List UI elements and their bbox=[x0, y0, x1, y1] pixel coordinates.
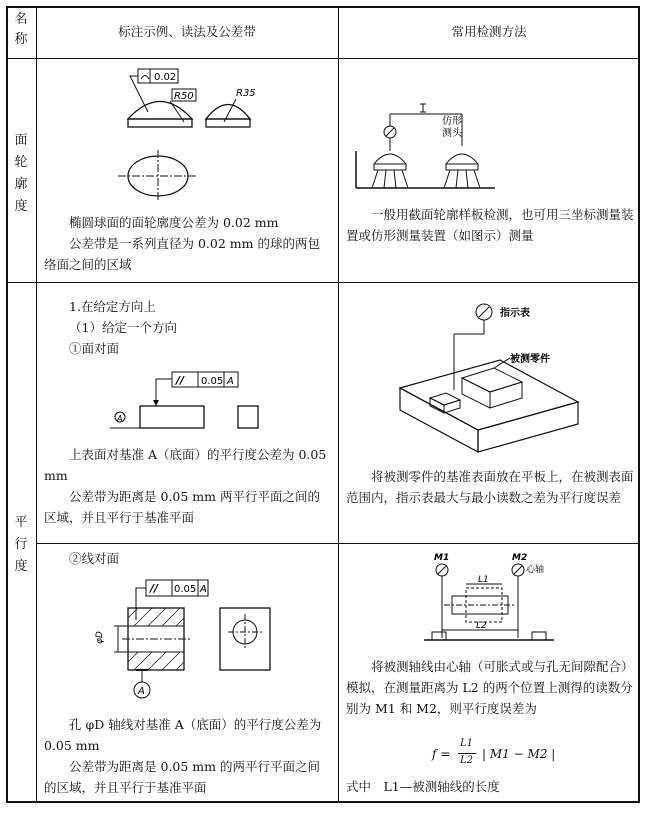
divider-col-2 bbox=[338, 6, 339, 803]
probe-label-1: 仿形 bbox=[442, 116, 462, 127]
line-parallel-figure bbox=[95, 574, 284, 702]
svg-text:心轴: 心轴 bbox=[526, 565, 545, 575]
svg-text:0.05: 0.05 bbox=[201, 376, 224, 387]
plane-text: 上表面对基准 A（底面）的平行度公差为 0.05 mm 公差带为距离是 0.05 mm 两平行平面之间的区域，并且平行于基准平面 bbox=[44, 447, 327, 525]
line-method-figure bbox=[420, 548, 560, 648]
svg-text:0.05: 0.05 bbox=[174, 584, 197, 595]
radius-label: R50 bbox=[174, 91, 194, 102]
svg-text:M2: M2 bbox=[512, 553, 528, 563]
part-label: 被测零件 bbox=[510, 354, 550, 365]
profile-method-figure bbox=[350, 96, 500, 196]
svg-text:L2: L2 bbox=[476, 621, 487, 631]
line-text: 孔 φD 轴线对基准 A（底面）的平行度公差为 0.05 mm 公差带为距离是 0.05 mm 的两平行平面之间的区域，并且平行于基准平面 bbox=[44, 717, 322, 795]
svg-text://: // bbox=[176, 374, 185, 387]
radius-label-2: R35 bbox=[236, 88, 256, 99]
divider-row-2 bbox=[36, 543, 640, 544]
header-name: 名 称 bbox=[14, 12, 28, 47]
svg-text://: // bbox=[150, 582, 159, 595]
profile-tolerance-figure bbox=[110, 64, 280, 214]
header-method: 常用检测方法 bbox=[451, 24, 527, 39]
divider-col-1 bbox=[36, 6, 37, 803]
svg-text:M1: M1 bbox=[434, 553, 450, 563]
divider-row-1 bbox=[6, 282, 640, 283]
svg-text:A: A bbox=[138, 686, 145, 697]
plane-method-text: 将被测零件的基准表面放在平板上，在被测表面范围内，指示表最大与最小读数之差为平行度误差 bbox=[346, 469, 634, 505]
line-method-text: 将被测轴线由心轴（可胀式或与孔无间隙配合）模拟，在测量距离为 L2 的两个位置上测得的读数分别为 M1 和 M2，则平行度误差为 bbox=[346, 659, 634, 716]
row-name-profile: 面 轮 廓 度 bbox=[14, 133, 28, 214]
header-annotation: 标注示例、读法及公差带 bbox=[118, 24, 256, 39]
svg-text:φD: φD bbox=[95, 631, 105, 644]
svg-text:A: A bbox=[200, 584, 207, 595]
svg-text:A: A bbox=[227, 376, 234, 387]
divider-header bbox=[6, 58, 640, 59]
line-heading: ②线对面 bbox=[69, 551, 120, 566]
profile-value: 0.02 bbox=[154, 72, 177, 83]
line-method-note: 式中 L1—被测轴线的长度 bbox=[346, 779, 500, 794]
plane-headings: 1.在给定方向上 （1）给定一个方向 ①面对面 bbox=[69, 299, 177, 356]
svg-text:L1: L1 bbox=[478, 575, 489, 585]
svg-text:A: A bbox=[117, 414, 123, 423]
indicator-label: 指示表 bbox=[500, 308, 530, 319]
plane-method-figure bbox=[390, 290, 590, 455]
profile-text: 椭圆球面的面轮廓度公差为 0.02 mm 公差带是一系列直径为 0.02 mm 的球的两包络面之间的区域 bbox=[44, 215, 320, 272]
row-name-parallel: 平 行 度 bbox=[14, 515, 28, 574]
profile-method-text: 一般用截面轮廓样板检测，也可用三坐标测量装置或仿形测量装置（如图示）测量 bbox=[346, 207, 634, 243]
plane-parallel-figure bbox=[100, 366, 280, 436]
parallel-formula: f = L1 L2 | M1 − M2 | bbox=[432, 738, 556, 766]
probe-label-2: 测头 bbox=[442, 128, 462, 139]
